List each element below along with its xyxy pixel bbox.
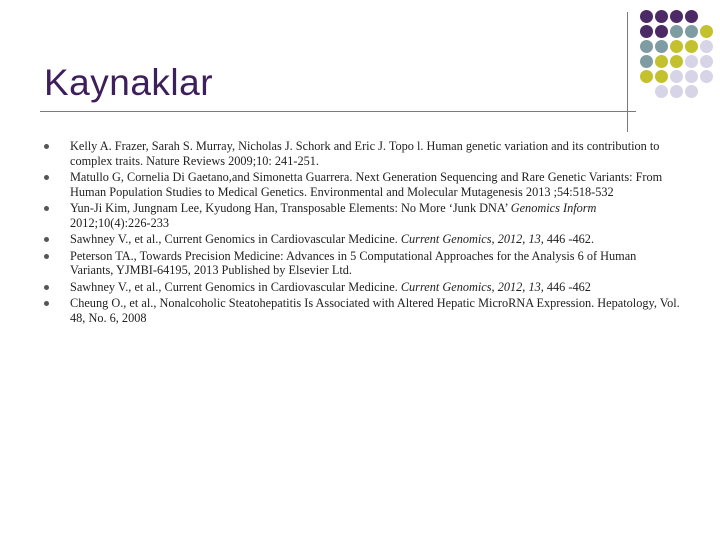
olive-dot — [640, 70, 653, 83]
teal-dot — [640, 55, 653, 68]
olive-dot — [685, 40, 698, 53]
reference-item — [44, 280, 680, 295]
purple-dot — [640, 10, 653, 23]
reference-item — [44, 232, 680, 247]
bullet-icon — [44, 206, 49, 211]
teal-dot — [640, 40, 653, 53]
vertical-divider — [627, 12, 628, 132]
reference-item — [44, 170, 680, 199]
reference-journal: Genomics Inform — [510, 201, 597, 215]
reference-text: Cheung O., et al., Nonalcoholic Steatohepatitis Is Associated with Altered Hepatic MicroRNA Expression. Hepatology, Vol. 48, No. 6, 2008 — [70, 296, 680, 325]
title-divider — [40, 111, 636, 112]
olive-dot — [655, 70, 668, 83]
reference-text: Matullo G, Cornelia Di Gaetano,and Simonetta Guarrera. Next Generation Sequencing and Rare Genetic Variants: From Human Population Studies to Medical Genetics. Environmental and Molecular Mutagenesis 2013 ;54:518-532 — [70, 170, 663, 199]
lavender-dot — [655, 85, 668, 98]
reference-journal: Current Genomics, 2012, 13, — [400, 279, 544, 294]
purple-dot — [685, 10, 698, 23]
lavender-dot — [670, 85, 683, 98]
olive-dot — [655, 55, 668, 68]
olive-dot — [670, 55, 683, 68]
reference-suffix: 446 -462. — [543, 232, 595, 246]
teal-dot — [685, 25, 698, 38]
lavender-dot — [685, 55, 698, 68]
bullet-icon — [44, 175, 49, 180]
lavender-dot — [700, 55, 713, 68]
reference-text: Kelly A. Frazer, Sarah S. Murray, Nicholas J. Schork and Eric J. Topo l. Human genetic variation and its contribution to complex traits. Nature Reviews 2009;10: 241-251. — [70, 139, 660, 168]
lavender-dot — [670, 70, 683, 83]
reference-suffix: 446 -462 — [543, 279, 591, 294]
lavender-dot — [685, 85, 698, 98]
reference-suffix: 2012;10(4):226-233 — [70, 215, 170, 230]
reference-item — [44, 139, 680, 168]
reference-list — [44, 139, 680, 327]
purple-dot — [670, 10, 683, 23]
bullet-icon — [44, 144, 49, 149]
bullet-icon — [44, 301, 49, 306]
teal-dot — [670, 25, 683, 38]
reference-item — [44, 296, 680, 325]
bullet-icon — [44, 254, 49, 259]
reference-text: Yun-Ji Kim, Jungnam Lee, Kyudong Han, Transposable Elements: No More ‘Junk DNA’ — [70, 201, 511, 215]
purple-dot — [655, 25, 668, 38]
bullet-icon — [44, 237, 49, 242]
bullet-icon — [44, 285, 49, 290]
slide-title: Kaynaklar — [44, 62, 214, 103]
reference-item — [44, 201, 680, 230]
reference-text: Sawhney V., et al., Current Genomics in Cardiovascular Medicine. — [70, 279, 401, 294]
lavender-dot — [685, 70, 698, 83]
reference-text: Peterson TA., Towards Precision Medicine: Advances in 5 Computational Approaches for the Analysis 6 of Human Variants, YJMBI-64195, 2013 Published by Elsevier Ltd. — [70, 248, 637, 277]
reference-text: Sawhney V., et al., Current Genomics in Cardiovascular Medicine. — [70, 232, 401, 246]
purple-dot — [640, 25, 653, 38]
reference-item — [44, 249, 680, 278]
teal-dot — [655, 40, 668, 53]
olive-dot — [670, 40, 683, 53]
lavender-dot — [700, 40, 713, 53]
purple-dot — [655, 10, 668, 23]
lavender-dot — [700, 70, 713, 83]
olive-dot — [700, 25, 713, 38]
reference-journal: Current Genomics, 2012, 13, — [400, 232, 544, 246]
